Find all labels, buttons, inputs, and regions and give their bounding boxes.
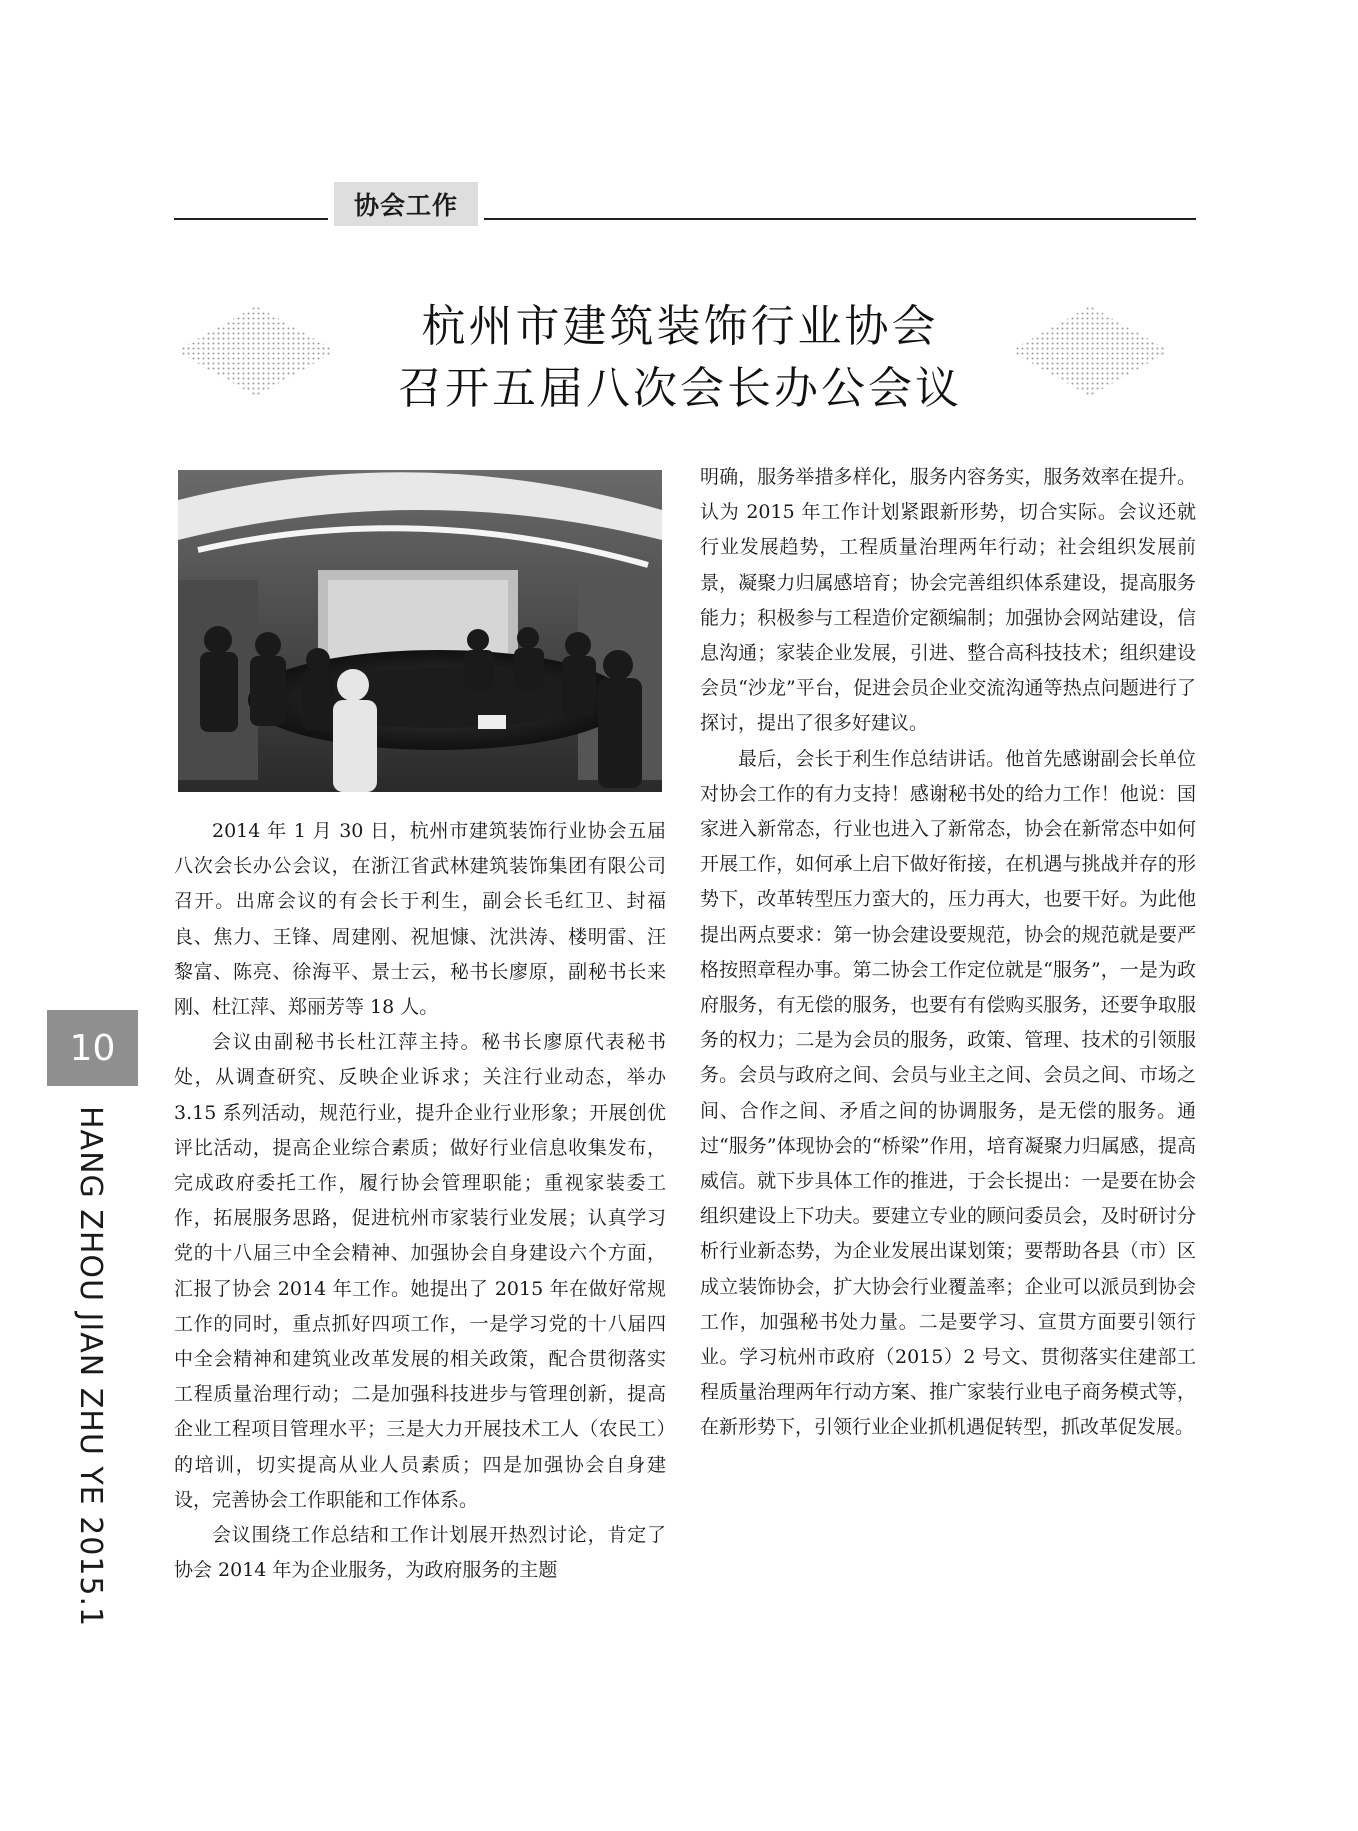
paragraph: 会议围绕工作总结和工作计划展开热烈讨论，肯定了协会 2014 年为企业服务，为政府服务的主题	[174, 1524, 666, 1582]
header-rule-left	[174, 218, 328, 220]
meeting-photo	[178, 470, 662, 792]
title-line-2: 召开五届八次会长办公会议	[398, 363, 962, 414]
paragraph: 明确，服务举措多样化，服务内容务实，服务效率在提升。认为 2015 年工作计划紧跟新形势，切合实际。会议还就行业发展趋势，工程质量治理两年行动；社会组织发展前景，凝聚力归属感培育；协会完善组织体系建设，提高服务能力；积极参与工程造价定额编制；加强协会网站建设，信息沟通；家装企业发展，引进、整合高科技技术；组织建设会员“沙龙”平台，促进会员企业交流沟通等热点问题进行了探讨，提出了很多好建议。	[700, 466, 1196, 735]
decorative-diamond-right	[1010, 306, 1170, 396]
section-label: 协会工作	[334, 182, 478, 226]
journal-issue-label: HANG ZHOU JIAN ZHU YE 2015.1	[73, 1106, 108, 1628]
paragraph: 会议由副秘书长杜江萍主持。秘书长廖原代表秘书处，从调查研究、反映企业诉求；关注行业动态，举办 3.15 系列活动，规范行业，提升企业行业形象；开展创优评比活动，提高企业综合素质；做好行业信息收集发布，完成政府委托工作，履行协会管理职能；重视家装委工作，拓展服务思路，促进杭州市家装行业发展；认真学习党的十八届三中全会精神、加强协会自身建设六个方面，汇报了协会 2014 年工作。她提出了 2015 年在做好常规工作的同时，重点抓好四项工作，一是学习党的十八届四中全会精神和建筑业改革发展的相关政策，配合贯彻落实工程质量治理行动；二是加强科技进步与管理创新，提高企业工程项目管理水平；三是大力开展技术工人（农民工）的培训，切实提高从业人员素质；四是加强协会自身建设，完善协会工作职能和工作体系。	[174, 1031, 666, 1511]
title-line-1: 杭州市建筑装饰行业协会	[421, 301, 939, 352]
paragraph: 最后，会长于利生作总结讲话。他首先感谢副会长单位对协会工作的有力支持！感谢秘书处的给力工作！他说：国家进入新常态，行业也进入了新常态，协会在新常态中如何开展工作，如何承上启下做好衔接，在机遇与挑战并存的形势下，改革转型压力蛮大的，压力再大，也要干好。为此他提出两点要求：第一协会建设要规范，协会的规范就是要严格按照章程办事。第二协会工作定位就是“服务”，一是为政府服务，有无偿的服务，也要有有偿购买服务，还要争取服务的权力；二是为会员的服务，政策、管理、技术的引领服务。会员与政府之间、会员与业主之间、会员之间、市场之间、合作之间、矛盾之间的协调服务，是无偿的服务。通过“服务”体现协会的“桥梁”作用，培育凝聚力归属感，提高威信。就下步具体工作的推进，于会长提出：一是要在协会组织建设上下功夫。要建立专业的顾问委员会，及时研讨分析行业新态势，为企业发展出谋划策；要帮助各县（市）区成立装饰协会，扩大协会行业覆盖率；企业可以派员到协会工作，加强秘书处力量。二是要学习、宣贯方面要引领行业。学习杭州市政府（2015）2 号文、贯彻落实住建部工程质量治理两年行动方案、推广家装行业电子商务模式等，在新形势下，引领行业企业抓机遇促转型，抓改革促发展。	[700, 747, 1196, 1439]
header-rule-right	[484, 218, 1196, 220]
paragraph: 2014 年 1 月 30 日，杭州市建筑装饰行业协会五届八次会长办公会议，在浙江省武林建筑装饰集团有限公司召开。出席会议的有会长于利生，副会长毛红卫、封福良、焦力、王锋、周建刚、祝旭慷、沈洪涛、楼明雷、汪黎富、陈亮、徐海平、景士云，秘书长廖原，副秘书长来刚、杜江萍、郑丽芳等 18 人。	[174, 820, 666, 1019]
article-body-left	[174, 814, 666, 1588]
article-body-right	[700, 460, 1196, 1446]
page-number: 10	[47, 1010, 138, 1086]
article-title	[330, 296, 1030, 420]
decorative-diamond-left	[176, 306, 336, 396]
